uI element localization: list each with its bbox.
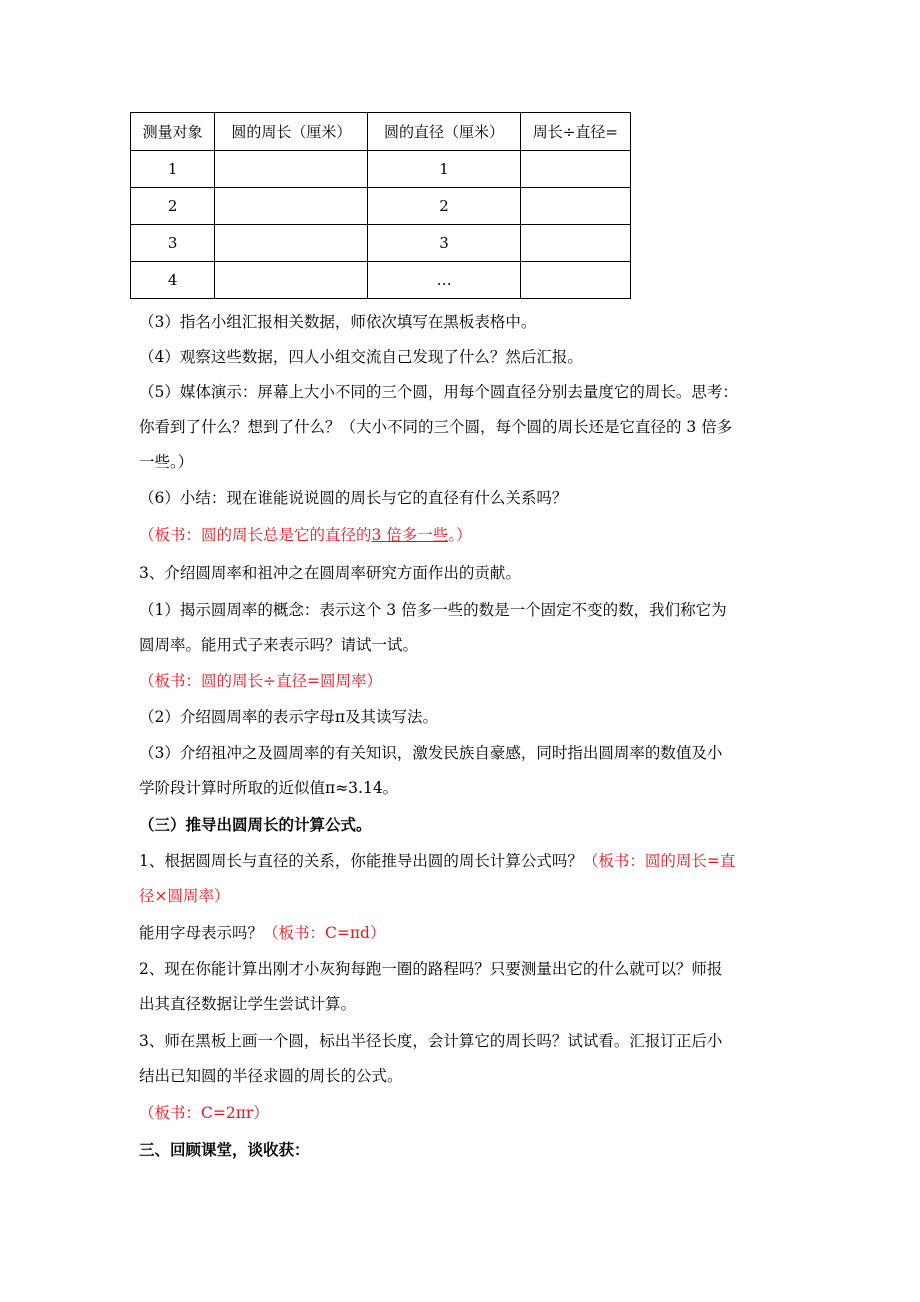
table-cell: … (368, 262, 520, 299)
table-cell (215, 151, 368, 188)
derive-3-line1: 3、师在黑板上画一个圆，标出半径长度，会计算它的周长吗？试试看。汇报订正后小 (139, 1032, 723, 1050)
board-note-2: （板书：圆的周长÷直径=圆周率） (139, 672, 382, 690)
board-note-5: （板书：C=2πr） (139, 1104, 269, 1122)
table-cell: 1 (368, 151, 520, 188)
table-cell: 4 (131, 262, 215, 299)
derive-1b (139, 923, 385, 943)
derive-3-line2: 结出已知圆的半径求圆的周长的公式。 (139, 1067, 403, 1085)
paragraph-step-6: （6）小结：现在谁能说说圆的周长与它的直径有什么关系吗？ (139, 489, 568, 507)
paragraph-step-5-line1: （5）媒体演示：屏幕上大小不同的三个圆，用每个圆直径分别去量度它的周长。思考： (139, 383, 738, 401)
paragraph-3-3-line1: （3）介绍祖冲之及圆周率的有关知识，激发民族自豪感，同时指出圆周率的数值及小 (139, 744, 723, 762)
table-cell (520, 262, 630, 299)
table-cell (520, 188, 630, 225)
board-note-4: （板书：C=πd） (263, 924, 386, 942)
table-cell (520, 225, 630, 262)
table-header-cell: 圆的直径（厘米） (368, 113, 520, 151)
paragraph-step-4: （4）观察这些数据，四人小组交流自己发现了什么？然后汇报。 (139, 348, 583, 366)
table-cell: 3 (368, 225, 520, 262)
table-cell: 3 (131, 225, 215, 262)
board-note-1 (139, 525, 472, 545)
board-note-3-cont: 径×圆周率） (139, 887, 230, 905)
derive-2-line1: 2、现在你能计算出刚才小灰狗每跑一圈的路程吗？只要测量出它的什么就可以？师报 (139, 960, 723, 978)
paragraph-3-3-line2: 学阶段计算时所取的近似值π≈3.14。 (139, 779, 399, 797)
section-3-title: 3、介绍圆周率和祖冲之在圆周率研究方面作出的贡献。 (139, 564, 521, 582)
board-note-text: （板书：圆的周长总是它的直径的 (139, 526, 372, 544)
table-row (131, 262, 631, 299)
board-note-underlined: 3 倍多一些 (371, 526, 449, 544)
table-cell: 2 (131, 188, 215, 225)
heading-review: 三、回顾课堂，谈收获： (139, 1140, 310, 1159)
table-cell (215, 188, 368, 225)
paragraph-step-3: （3）指名小组汇报相关数据，师依次填写在黑板表格中。 (139, 313, 537, 331)
table-header-row (131, 113, 631, 151)
table-row (131, 225, 631, 262)
board-note-3: （板书：圆的周长=直 (582, 852, 736, 870)
derive-1-text: 1、根据圆周长与直径的关系，你能推导出圆的周长计算公式吗？ (139, 852, 583, 870)
measurement-table (130, 112, 631, 299)
paragraph-3-1-line1: （1）揭示圆周率的概念：表示这个 3 倍多一些的数是一个固定不变的数，我们称它为 (139, 601, 727, 619)
table-header-cell: 圆的周长（厘米） (215, 113, 368, 151)
derive-1-line1 (139, 851, 735, 871)
heading-part-3: （三）推导出圆周长的计算公式。 (139, 815, 372, 834)
table-cell: 1 (131, 151, 215, 188)
paragraph-step-5-line3: 一些。） (139, 453, 194, 471)
table-row (131, 188, 631, 225)
paragraph-3-2: （2）介绍圆周率的表示字母π及其读写法。 (139, 708, 439, 726)
table-cell (215, 262, 368, 299)
table-header-cell: 测量对象 (131, 113, 215, 151)
paragraph-3-1-line2: 圆周率。能用式子来表示吗？请试一试。 (139, 636, 419, 654)
derive-1b-text: 能用字母表示吗？ (139, 924, 264, 942)
table-cell (520, 151, 630, 188)
table-header-cell: 周长÷直径= (520, 113, 630, 151)
table-row (131, 151, 631, 188)
table-cell (215, 225, 368, 262)
derive-2-line2: 出其直径数据让学生尝试计算。 (139, 995, 357, 1013)
table-cell: 2 (368, 188, 520, 225)
board-note-text: 。） (448, 526, 472, 544)
paragraph-step-5-line2: 你看到了什么？想到了什么？（大小不同的三个圆，每个圆的周长还是它直径的 3 倍多 (139, 418, 733, 436)
